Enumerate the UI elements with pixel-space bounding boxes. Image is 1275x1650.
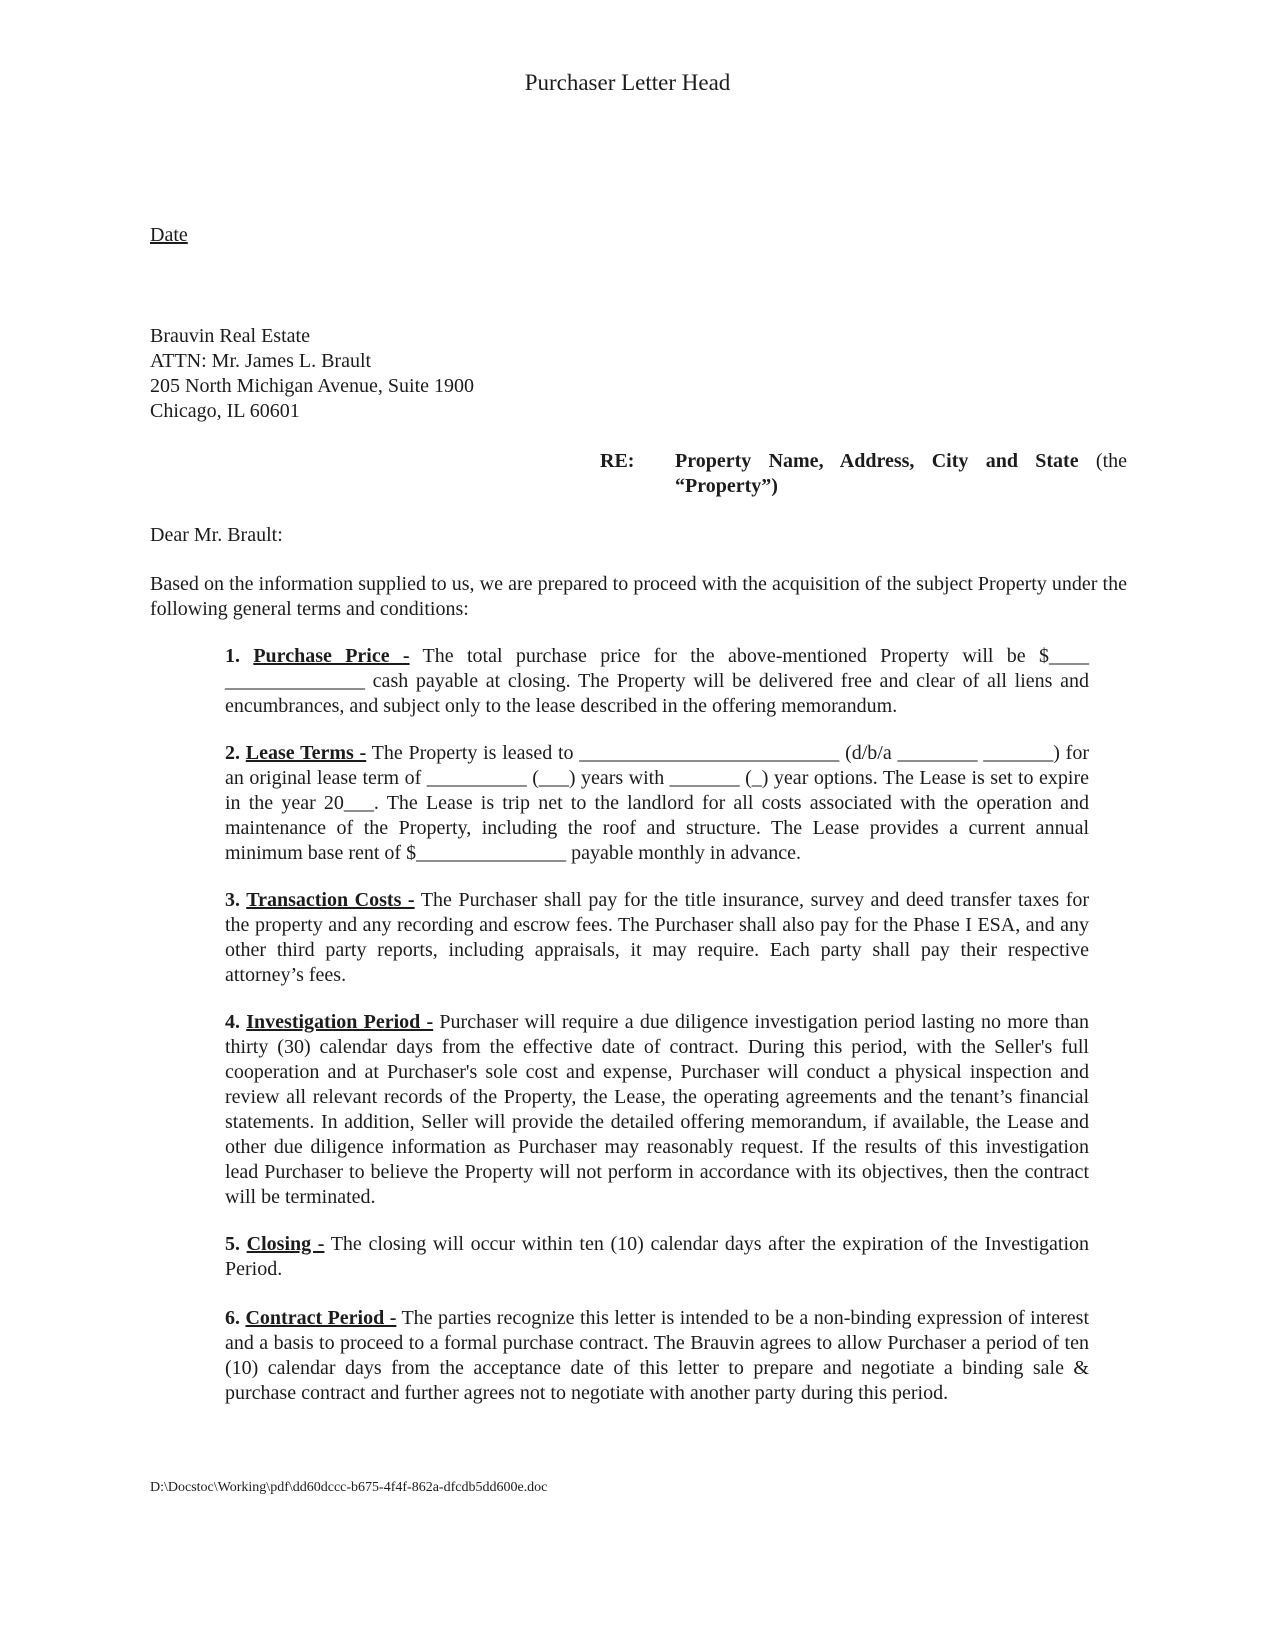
letterhead: Purchaser Letter Head: [524, 70, 731, 95]
re-subject: [675, 449, 1127, 474]
section-title: Investigation Period -: [246, 1011, 434, 1033]
section-number: 1.: [225, 645, 240, 667]
intro-paragraph: Based on the information supplied to us, we are prepared to proceed with the acquisition of the subject Property under the following general terms and conditions:: [150, 573, 1127, 620]
section-number: 3.: [225, 889, 240, 911]
section-title: Closing -: [246, 1233, 325, 1255]
section-body: The Property is leased to __________________________ (d/b/a ________ _______) for an original lease term of __________ (___) years with _______ (_) year options. The Lease is set to expire in the year 20___. The Lease is trip net to the landlord for all costs associated with the operation and maintenance of the Property, including the roof and structure. The Lease provides a current annual minimum base rent of $_______________ payable monthly in advance.: [225, 742, 1090, 864]
section-number: 2.: [225, 742, 240, 764]
date-label: Date: [150, 224, 188, 246]
address-line-attn: ATTN: Mr. James L. Brault: [150, 350, 372, 372]
section-number: 6.: [225, 1307, 240, 1329]
address-line-company: Brauvin Real Estate: [150, 325, 310, 347]
section-body: The parties recognize this letter is intended to be a non-binding expression of interest and a basis to proceed to a formal purchase contract. The Brauvin agrees to allow Purchaser a period of ten (10) calendar days from the acceptance date of this letter to prepare and negotiate a binding sale & purchase contract and further agrees not to negotiate with another party during this period.: [225, 1307, 1089, 1404]
re-subject-line2: “Property”): [675, 475, 778, 497]
recipient-address: [150, 324, 474, 424]
section-title: Lease Terms -: [245, 742, 367, 764]
file-path-footer: D:\Docstoc\Working\pdf\dd60dccc-b675-4f4f-862a-dfcdb5dd600e.doc: [150, 1480, 548, 1495]
salutation: Dear Mr. Brault:: [150, 524, 283, 546]
address-line-city: Chicago, IL 60601: [150, 400, 300, 422]
section-body: The Purchaser shall pay for the title insurance, survey and deed transfer taxes for the property and any recording and escrow fees. The Purchaser shall also pay for the Phase I ESA, and any other third party reports, including appraisals, it may require. Each party shall pay their respective attorney’s fees.: [225, 889, 1090, 986]
section-body: The closing will occur within ten (10) calendar days after the expiration of the Investigation Period.: [225, 1233, 1090, 1280]
section-number: 4.: [225, 1011, 240, 1033]
section-title: Transaction Costs -: [246, 889, 415, 911]
re-subject-bold: Property Name, Address, City and State: [675, 450, 1079, 472]
section-purchase-price: [225, 644, 1089, 719]
address-line-street: 205 North Michigan Avenue, Suite 1900: [150, 375, 475, 397]
section-investigation-period: [225, 1010, 1089, 1210]
section-contract-period: [225, 1306, 1089, 1406]
section-closing: [225, 1232, 1089, 1282]
section-title: Contract Period -: [245, 1307, 397, 1329]
section-body: Purchaser will require a due diligence investigation period lasting no more than thirty (30) calendar days from the effective date of contract. During this period, with the Seller's full cooperation and at Purchaser's sole cost and expense, Purchaser will conduct a physical inspection and review all relevant records of the Property, the Lease, the operating agreements and the tenant’s financial statements. In addition, Seller will provide the detailed offering memorandum, if available, the Lease and other due diligence information as Purchaser may reasonably request. If the results of this investigation lead Purchaser to believe the Property will not perform in accordance with its objectives, then the contract will be terminated.: [225, 1011, 1089, 1208]
re-subject-normal: (the: [1078, 450, 1127, 472]
re-label: RE:: [600, 450, 635, 472]
section-lease-terms: [225, 741, 1089, 866]
section-body: The total purchase price for the above-mentioned Property will be $____ ______________ cash payable at closing. The Property will be delivered free and clear of all liens and encumbrances, and subject only to the lease described in the offering memorandum.: [225, 645, 1089, 717]
section-transaction-costs: [225, 888, 1089, 988]
section-number: 5.: [225, 1233, 240, 1255]
section-title: Purchase Price -: [253, 645, 410, 667]
